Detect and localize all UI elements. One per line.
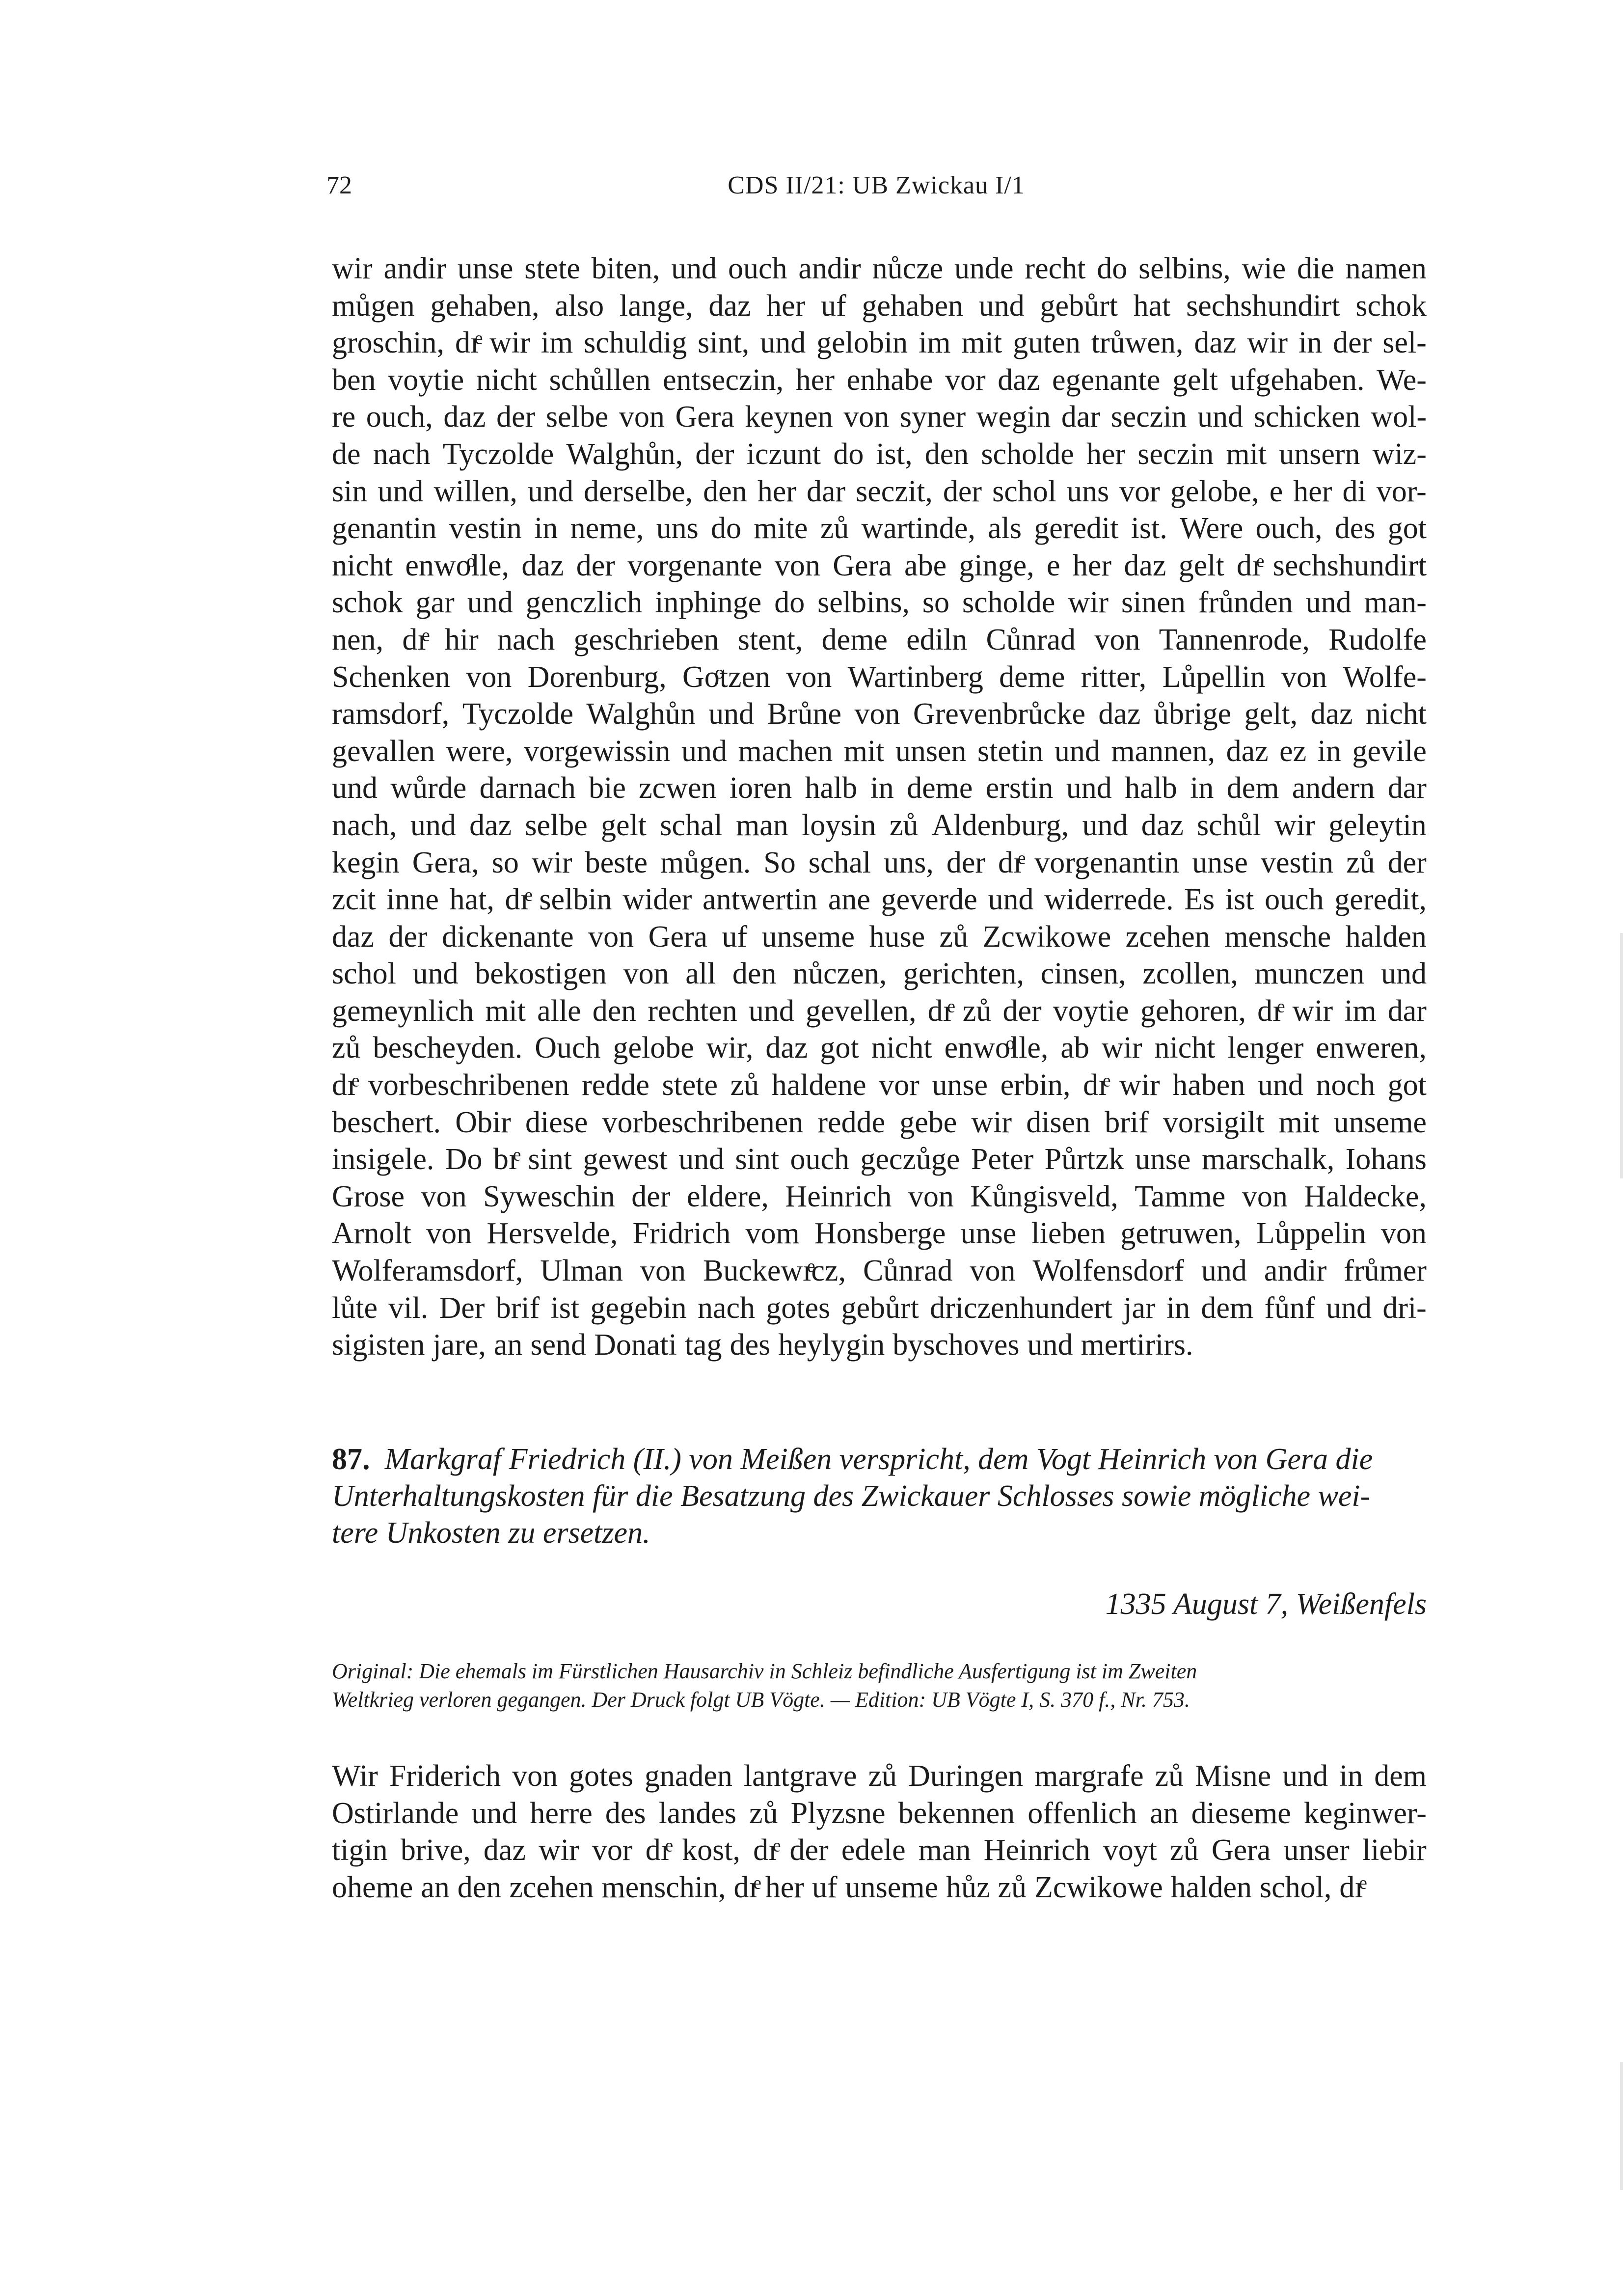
text-line: schol und bekostigen von all den nůczen, gerichten, cinsen, zcollen, munczen und xyxy=(332,957,1427,991)
document-number: 87. xyxy=(332,1443,370,1476)
text-line: groschin, dıͤ wir im schuldig sint, und gelobin im mit guten trůwen, daz wir in der sel- xyxy=(332,326,1427,360)
page-header xyxy=(326,171,1426,205)
source-note-line: Weltkrieg verloren gegangen. Der Druck folgt UB Vögte. — Edition: UB Vögte I, S. 370 f., Nr. 753. xyxy=(332,1688,1190,1712)
charter-text xyxy=(332,1758,1427,1906)
text-line: nicht enwoͦlle, daz der vorgenante von Gera abe ginge, e her daz gelt dıͤ sechshundirt xyxy=(332,548,1427,582)
text-line: daz der dickenante von Gera uf unseme huse zů Zcwikowe zcehen mensche halden xyxy=(332,920,1427,954)
text-line: wir andir unse stete biten, und ouch andir nůcze unde recht do selbins, wie die namen xyxy=(332,252,1427,285)
text-line: insigele. Do bıͤ sint gewest und sint ouch geczůge Peter Půrtzk unse marschalk, Iohans xyxy=(332,1143,1427,1176)
text-line: Grose von Syweschin der eldere, Heinrich von Kůngisveld, Tamme von Haldecke, xyxy=(332,1179,1427,1213)
text-line: Schenken von Dorenburg, Goͦtzen von Wartinberg deme ritter, Lůpellin von Wolfe- xyxy=(332,660,1427,694)
text-line: und wůrde darnach bie zcwen ioren halb in deme erstin und halb in dem andern dar xyxy=(332,771,1427,805)
text-line: de nach Tyczolde Walghůn, der iczunt do ist, den scholde her seczin mit unsern wiz- xyxy=(332,437,1427,471)
text-line: tigin brive, daz wir vor dıͤ kost, dıͤ der edele man Heinrich voyt zů Gera unser liebir xyxy=(332,1833,1427,1867)
text-line: Arnolt von Hersvelde, Fridrich vom Honsberge unse lieben getruwen, Lůppelin von xyxy=(332,1217,1427,1251)
text-line: schok gar und genczlich inphinge do selbins, so scholde wir sinen frůnden und man- xyxy=(332,586,1427,620)
text-line: re ouch, daz der selbe von Gera keynen von syner wegin dar seczin und schicken wol- xyxy=(332,400,1427,434)
source-note-line: Original: Die ehemals im Fürstlichen Hausarchiv in Schleiz befindliche Ausfertigung ist im Zweiten xyxy=(332,1659,1197,1683)
text-line: můgen gehaben, also lange, daz her uf gehaben und gebůrt hat sechshundirt schok xyxy=(332,289,1427,323)
running-title: CDS II/21: UB Zwickau I/1 xyxy=(728,171,1025,199)
text-line: oheme an den zcehen menschin, dıͤ her uf unseme hůz zů Zcwikowe halden schol, dıͤ xyxy=(332,1870,1363,1904)
document-heading-line xyxy=(332,1441,1427,1478)
text-line: gevallen were, vorgewissin und machen mit unsen stetin und mannen, daz ez in gevile xyxy=(332,734,1427,768)
text-line: Wir Friderich von gotes gnaden lantgrave zů Duringen margrafe zů Misne und in dem xyxy=(332,1759,1427,1793)
text-line: beschert. Obir diese vorbeschribenen redde gebe wir disen brif vorsigilt mit unseme xyxy=(332,1105,1427,1139)
page-number: 72 xyxy=(326,171,352,199)
text-line: Ostirlande und herre des landes zů Plyzsne bekennen offenlich an dieseme keginwer- xyxy=(332,1796,1427,1830)
date-place: 1335 August 7, Weißenfels xyxy=(1105,1587,1427,1621)
document-regest-line: tere Unkosten zu ersetzen. xyxy=(332,1516,650,1550)
text-line: ramsdorf, Tyczolde Walghůn und Brůne von Grevenbrůcke daz ůbrige gelt, daz nicht xyxy=(332,697,1427,731)
text-line: Wolferamsdorf, Ulman von Buckewıͤcz, Cůnrad von Wolfensdorf und andir frůmer xyxy=(332,1254,1427,1288)
charter-text-continued xyxy=(332,250,1427,1364)
text-line: sin und willen, und derselbe, den her dar seczit, der schol uns vor gelobe, e her di vor- xyxy=(332,474,1427,508)
document-regest-line: Unterhaltungskosten für die Besatzung des Zwickauer Schlosses sowie mögliche wei- xyxy=(332,1479,1371,1513)
text-line: ben voytie nicht schůllen entseczin, her enhabe vor daz egenante gelt ufgehaben. We- xyxy=(332,363,1427,397)
text-line: dıͤ vorbeschribenen redde stete zů haldene vor unse erbin, dıͤ wir haben und noch got xyxy=(332,1068,1427,1102)
text-line: sigisten jare, an send Donati tag des heylygin byschoves und mertirirs. xyxy=(332,1328,1193,1362)
text-line: kegin Gera, so wir beste můgen. So schal uns, der dıͤ vorgenantin unse vestin zů der xyxy=(332,846,1427,879)
text-line: zů bescheyden. Ouch gelobe wir, daz got nicht enwoͦlle, ab wir nicht lenger enweren, xyxy=(332,1031,1427,1065)
text-line: genantin vestin in neme, uns do mite zů wartinde, als geredit ist. Were ouch, des got xyxy=(332,512,1427,546)
text-line: gemeynlich mit alle den rechten und gevellen, dıͤ zů der voytie gehoren, dıͤ wir im dar xyxy=(332,994,1427,1028)
source-note xyxy=(332,1657,1427,1714)
text-line: zcit inne hat, dıͤ selbin wider antwertin ane geverde und widerrede. Es ist ouch geredit, xyxy=(332,883,1427,917)
scan-edge-mark xyxy=(1620,2062,1623,2190)
document-heading xyxy=(332,1441,1427,1552)
text-line: lůte vil. Der brif ist gegebin nach gotes gebůrt driczenhundert jar in dem fůnf und dri- xyxy=(332,1291,1427,1325)
text-line: nen, dıͤ hir nach geschrieben stent, deme ediln Cůnrad von Tannenrode, Rudolfe xyxy=(332,623,1427,656)
document-regest-line: Markgraf Friedrich (II.) von Meißen verspricht, dem Vogt Heinrich von Gera die xyxy=(384,1443,1373,1476)
text-line: nach, und daz selbe gelt schal man loysin zů Aldenburg, und daz schůl wir geleytin xyxy=(332,808,1427,842)
scan-edge-mark xyxy=(1620,933,1623,1178)
